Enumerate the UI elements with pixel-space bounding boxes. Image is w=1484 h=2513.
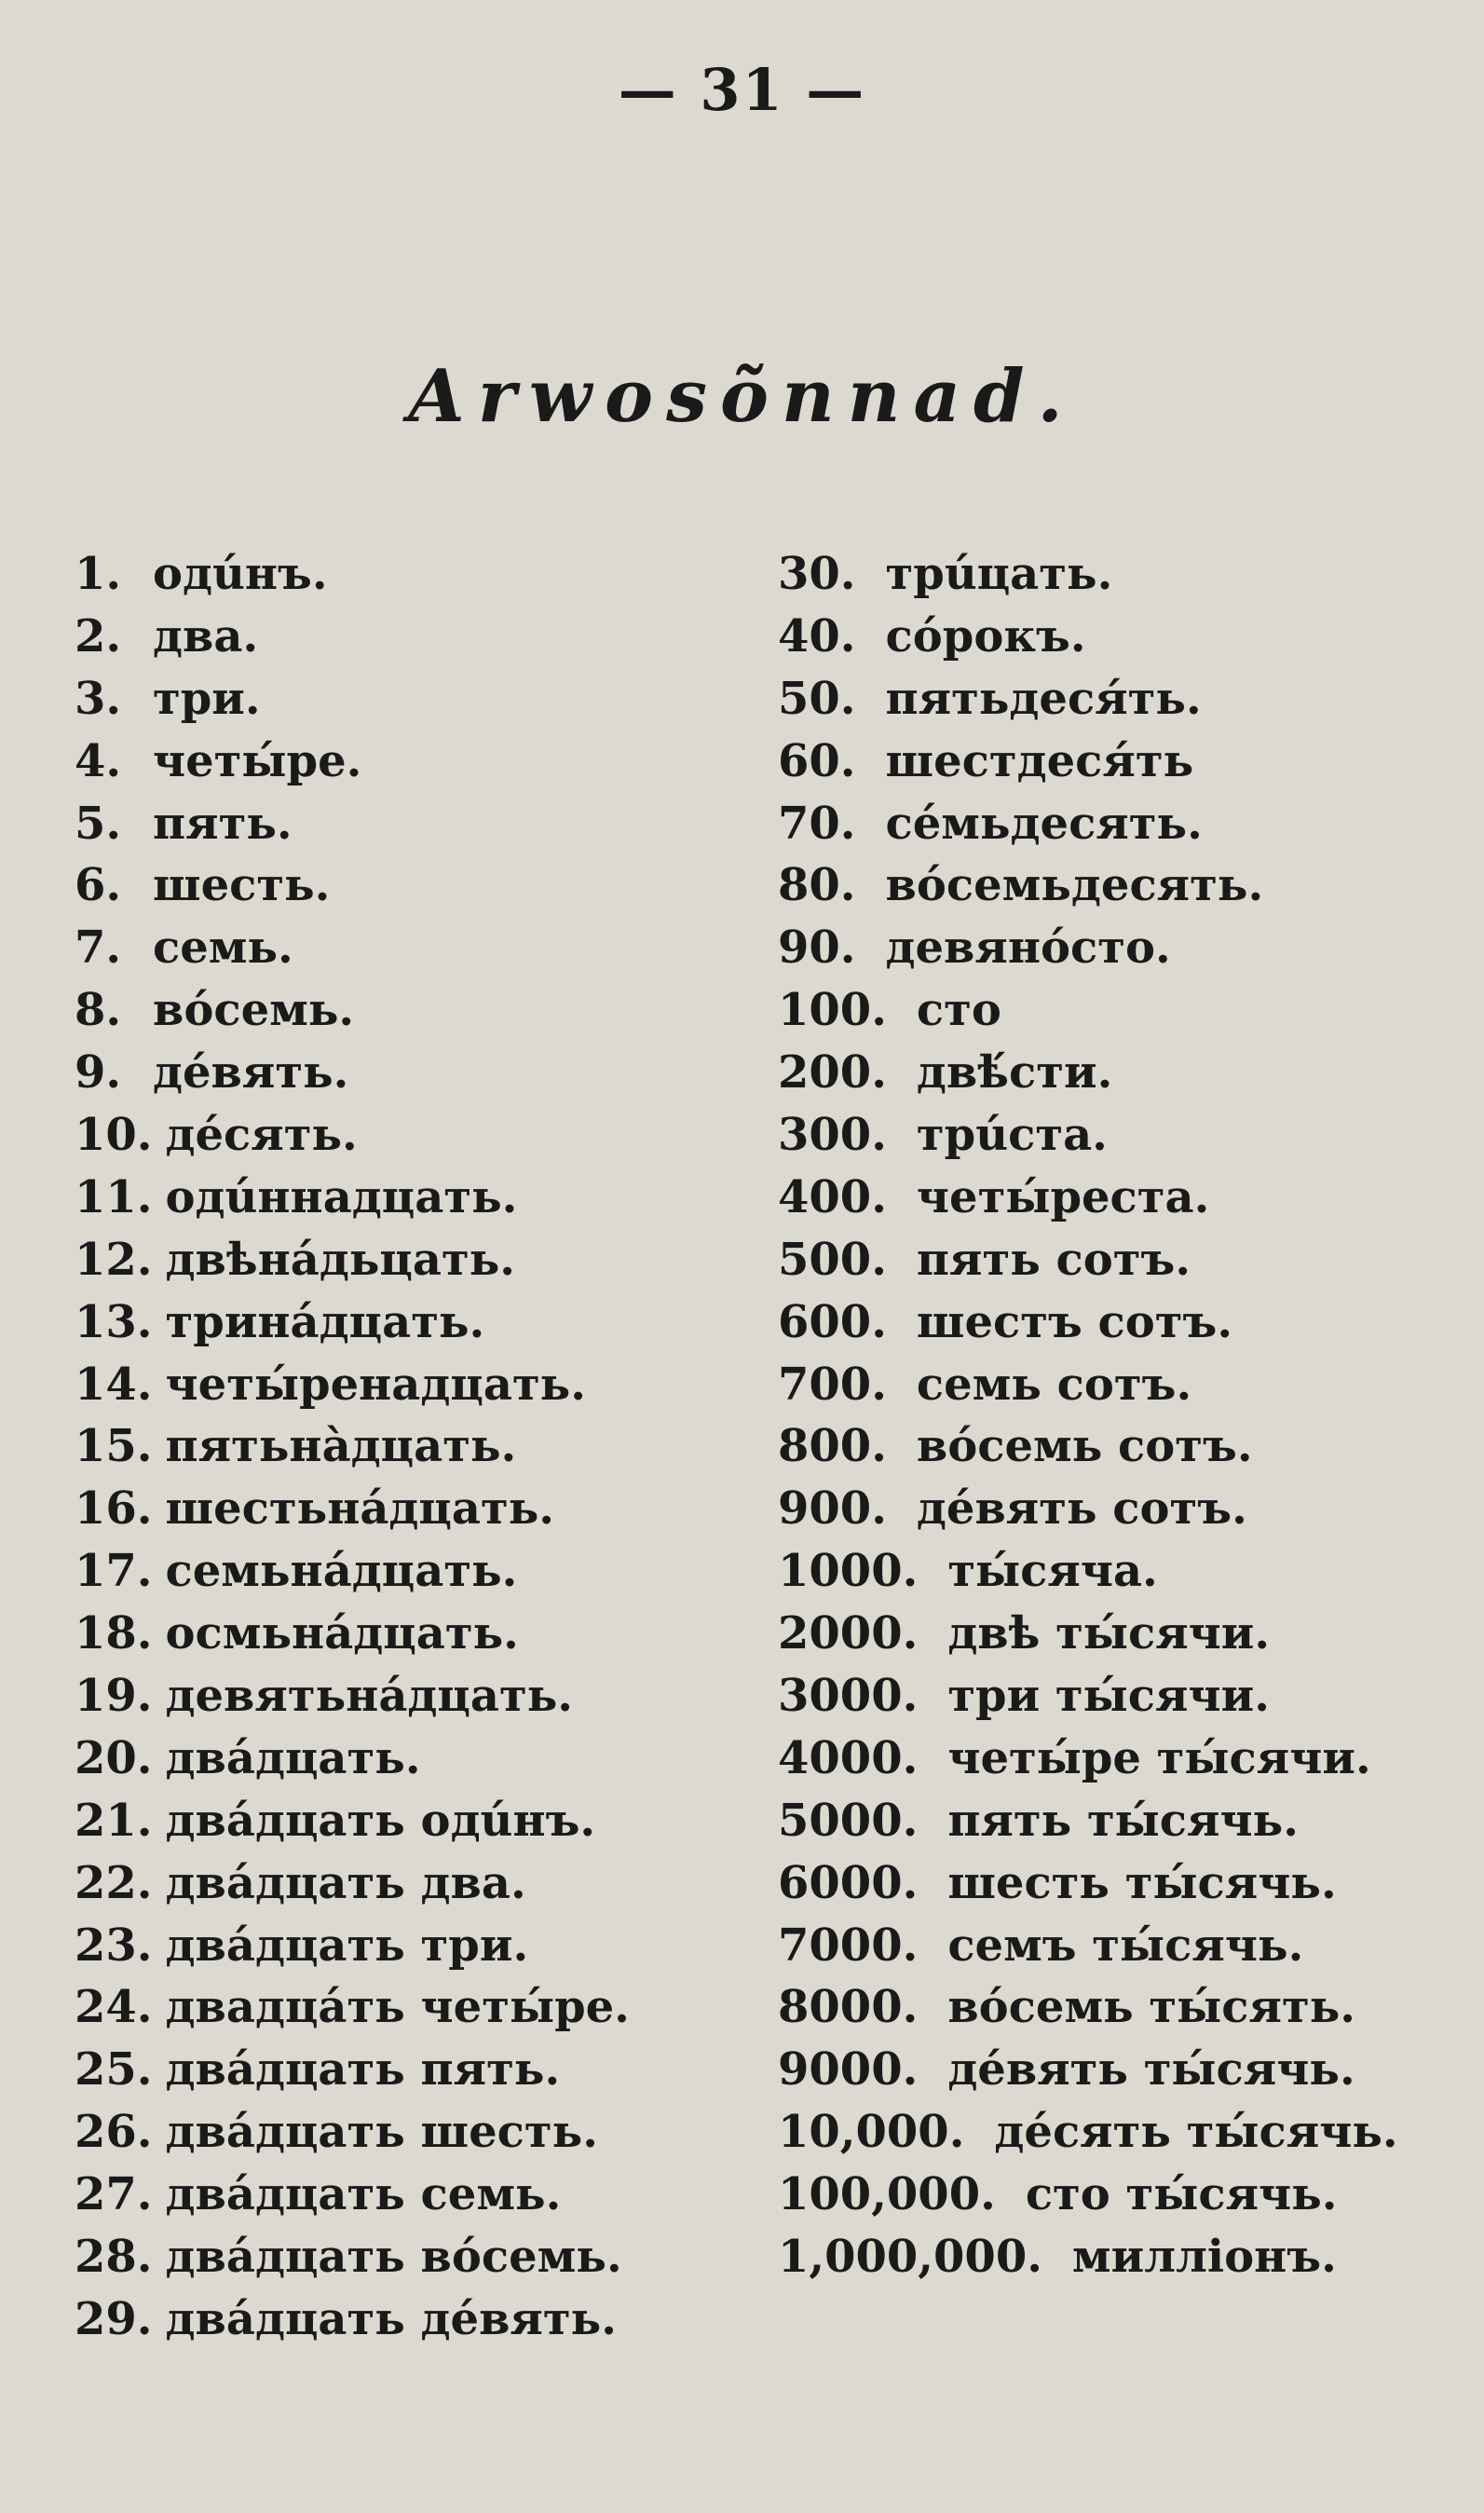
numeral-row: [778, 1852, 1398, 1915]
numeral-word: ты́сяча.: [947, 1545, 1158, 1598]
numeral-row: [778, 2226, 1398, 2288]
numeral-word: семъ ты́сячь.: [947, 1919, 1304, 1972]
numeral-number: 10,000.: [778, 2106, 965, 2159]
numeral-row: [778, 1167, 1398, 1229]
numeral-row: [75, 1540, 630, 1603]
numeral-number: 800.: [778, 1420, 887, 1473]
numeral-word: дéвять ты́сячь.: [947, 2043, 1355, 2096]
numeral-number: 1.: [75, 548, 122, 600]
numeral-row: [778, 1603, 1398, 1665]
numeral-word: шесть ты́сячь.: [947, 1856, 1337, 1909]
numeral-row: [778, 1291, 1398, 1354]
numeral-number: 18.: [75, 1607, 153, 1660]
numeral-row: [778, 1915, 1398, 1977]
numeral-number: 24.: [75, 1981, 153, 2034]
numeral-row: [75, 1042, 630, 1104]
numeral-number: 1,000,000.: [778, 2231, 1042, 2284]
numeral-number: 9.: [75, 1046, 122, 1099]
numeral-row: [75, 1354, 630, 1416]
numeral-word: двáдцать вóсемь.: [165, 2231, 622, 2284]
numeral-number: 29.: [75, 2292, 153, 2345]
numeral-row: [75, 731, 630, 793]
numeral-row: [778, 1229, 1398, 1291]
numeral-row: [75, 1852, 630, 1915]
numeral-word: четы́ре ты́сячи.: [947, 1731, 1371, 1784]
numeral-word: два.: [153, 609, 259, 662]
numeral-number: 7.: [75, 922, 122, 975]
numeral-word: семь.: [153, 922, 293, 975]
numeral-row: [75, 606, 630, 668]
numeral-word: вóсемь сотъ.: [916, 1420, 1253, 1473]
numeral-row: [778, 1104, 1398, 1167]
numeral-row: [778, 2164, 1398, 2226]
numeral-word: пятьнàдцать.: [165, 1420, 517, 1473]
numeral-row: [75, 793, 630, 855]
numeral-row: [778, 2101, 1398, 2164]
numeral-word: двáдцать шесть.: [165, 2106, 598, 2159]
numeral-number: 10.: [75, 1109, 153, 1162]
numeral-number: 1000.: [778, 1545, 919, 1598]
numeral-word: двáдцать.: [165, 1731, 421, 1784]
numeral-word: дéсять.: [165, 1109, 358, 1162]
numeral-number: 15.: [75, 1420, 153, 1473]
numeral-row: [778, 606, 1398, 668]
numeral-number: 27.: [75, 2168, 153, 2221]
numeral-number: 80.: [778, 859, 856, 912]
numeral-row: [75, 2101, 630, 2164]
numeral-number: 26.: [75, 2106, 153, 2159]
numeral-word: четы́ренадцать.: [165, 1358, 586, 1411]
numeral-word: девянóсто.: [885, 922, 1171, 975]
numeral-number: 500.: [778, 1233, 887, 1286]
numeral-word: двѣ́сти.: [916, 1046, 1113, 1099]
numeral-word: сто: [916, 984, 1001, 1037]
numeral-row: [778, 979, 1398, 1042]
numeral-word: шестьнáдцать.: [165, 1482, 555, 1536]
numerals-left-column: [75, 543, 630, 2351]
numeral-number: 8000.: [778, 1981, 919, 2034]
numeral-word: вóсемьдесять.: [885, 859, 1264, 912]
numeral-word: двѣнáдьцать.: [165, 1233, 516, 1286]
numeral-number: 3.: [75, 672, 122, 725]
numeral-word: шестъ сотъ.: [916, 1295, 1233, 1348]
numeral-row: [778, 1354, 1398, 1416]
numeral-number: 3000.: [778, 1670, 919, 1723]
numeral-row: [75, 1104, 630, 1167]
numeral-word: двáдцать дéвять.: [165, 2292, 617, 2345]
numeral-row: [75, 854, 630, 917]
numeral-word: трúста.: [916, 1109, 1108, 1162]
numeral-number: 900.: [778, 1482, 887, 1536]
numeral-word: вóсемь ты́сять.: [947, 1981, 1356, 2034]
numeral-number: 11.: [75, 1170, 153, 1223]
numeral-row: [75, 1665, 630, 1728]
numeral-number: 2000.: [778, 1607, 919, 1660]
numeral-number: 8.: [75, 984, 122, 1037]
numeral-word: одúнъ.: [153, 548, 328, 600]
numeral-number: 7000.: [778, 1919, 919, 1972]
numeral-number: 12.: [75, 1233, 153, 1286]
numeral-row: [75, 917, 630, 979]
numeral-word: двáдцать семь.: [165, 2168, 562, 2221]
numeral-number: 28.: [75, 2231, 153, 2284]
numeral-number: 16.: [75, 1482, 153, 1536]
numeral-word: пять ты́сячь.: [947, 1794, 1299, 1847]
numeral-number: 5.: [75, 797, 122, 850]
numeral-number: 2.: [75, 609, 122, 662]
numeral-word: сто ты́сячь.: [1025, 2168, 1338, 2221]
numeral-row: [75, 1728, 630, 1790]
numeral-row: [778, 731, 1398, 793]
numeral-number: 13.: [75, 1295, 153, 1348]
numeral-word: дéсять ты́сячь.: [994, 2106, 1398, 2159]
numeral-row: [778, 854, 1398, 917]
numeral-word: двáдцать три.: [165, 1919, 529, 1972]
numeral-number: 300.: [778, 1109, 887, 1162]
numeral-word: шестдеся́ть: [885, 734, 1194, 787]
numeral-number: 30.: [778, 548, 856, 600]
numeral-word: двáдцать одúнъ.: [165, 1794, 596, 1847]
numeral-word: вóсемь.: [153, 984, 355, 1037]
numerals-right-column: [778, 543, 1398, 2288]
numeral-row: [778, 2039, 1398, 2101]
numeral-number: 70.: [778, 797, 856, 850]
numeral-row: [778, 668, 1398, 731]
numeral-row: [75, 543, 630, 606]
numeral-row: [75, 1229, 630, 1291]
numeral-row: [75, 1291, 630, 1354]
section-heading: Arwosõnnad.: [408, 354, 1076, 439]
numeral-row: [75, 1415, 630, 1478]
numeral-number: 4.: [75, 734, 122, 787]
numeral-row: [75, 2164, 630, 2226]
numeral-word: семь сотъ.: [916, 1358, 1192, 1411]
numeral-row: [75, 1478, 630, 1540]
numeral-row: [778, 1540, 1398, 1603]
numeral-number: 400.: [778, 1170, 887, 1223]
numeral-word: четы́реста.: [916, 1170, 1210, 1223]
numeral-row: [778, 793, 1398, 855]
numeral-word: девятьнáдцать.: [165, 1670, 573, 1723]
numeral-word: пять сотъ.: [916, 1233, 1191, 1286]
page-number: — 31 —: [618, 56, 866, 124]
numeral-word: четы́ре.: [153, 734, 362, 787]
numeral-row: [75, 1167, 630, 1229]
numeral-row: [75, 979, 630, 1042]
numeral-row: [75, 1790, 630, 1852]
numeral-word: одúннадцать.: [165, 1170, 518, 1223]
numeral-number: 17.: [75, 1545, 153, 1598]
numeral-number: 4000.: [778, 1731, 919, 1784]
numeral-row: [75, 2039, 630, 2101]
numeral-number: 9000.: [778, 2043, 919, 2096]
numeral-word: тринáдцать.: [165, 1295, 485, 1348]
numeral-number: 100,000.: [778, 2168, 996, 2221]
numeral-word: три ты́сячи.: [947, 1670, 1270, 1723]
numeral-row: [75, 1603, 630, 1665]
numeral-number: 25.: [75, 2043, 153, 2096]
numeral-row: [778, 1478, 1398, 1540]
numeral-number: 22.: [75, 1856, 153, 1909]
numeral-word: миллiонъ.: [1071, 2231, 1337, 2284]
numeral-number: 200.: [778, 1046, 887, 1099]
numeral-word: семьнáдцать.: [165, 1545, 518, 1598]
numeral-number: 5000.: [778, 1794, 919, 1847]
numeral-number: 100.: [778, 984, 887, 1037]
numeral-number: 40.: [778, 609, 856, 662]
numeral-word: шесть.: [153, 859, 331, 912]
numeral-row: [75, 2226, 630, 2288]
numeral-number: 50.: [778, 672, 856, 725]
numeral-number: 60.: [778, 734, 856, 787]
numeral-number: 23.: [75, 1919, 153, 1972]
numeral-row: [778, 1415, 1398, 1478]
numeral-word: двѣ ты́сячи.: [947, 1607, 1271, 1660]
numeral-number: 21.: [75, 1794, 153, 1847]
numeral-row: [778, 1976, 1398, 2039]
numeral-row: [75, 1976, 630, 2039]
numeral-word: дéвять сотъ.: [916, 1482, 1247, 1536]
numeral-number: 6000.: [778, 1856, 919, 1909]
numeral-row: [778, 543, 1398, 606]
numeral-number: 19.: [75, 1670, 153, 1723]
numeral-row: [778, 1042, 1398, 1104]
numeral-row: [75, 1915, 630, 1977]
numeral-word: пятьдеся́ть.: [885, 672, 1202, 725]
numeral-row: [778, 917, 1398, 979]
numeral-word: дéвять.: [153, 1046, 349, 1099]
numeral-word: сéмьдесять.: [885, 797, 1203, 850]
numeral-number: 20.: [75, 1731, 153, 1784]
numeral-number: 14.: [75, 1358, 153, 1411]
numeral-number: 90.: [778, 922, 856, 975]
numeral-number: 600.: [778, 1295, 887, 1348]
numeral-word: двадцáть четы́ре.: [165, 1981, 630, 2034]
numeral-row: [75, 668, 630, 731]
numeral-word: сóрокъ.: [885, 609, 1086, 662]
numeral-word: двáдцать пять.: [165, 2043, 561, 2096]
numeral-word: трúцать.: [885, 548, 1113, 600]
numeral-number: 700.: [778, 1358, 887, 1411]
numeral-word: три.: [153, 672, 261, 725]
numeral-word: двáдцать два.: [165, 1856, 526, 1909]
numeral-number: 6.: [75, 859, 122, 912]
numeral-row: [75, 2288, 630, 2351]
numeral-word: осмьнáдцать.: [165, 1607, 519, 1660]
numeral-row: [778, 1728, 1398, 1790]
numeral-word: пять.: [153, 797, 293, 850]
numeral-row: [778, 1790, 1398, 1852]
numeral-row: [778, 1665, 1398, 1728]
